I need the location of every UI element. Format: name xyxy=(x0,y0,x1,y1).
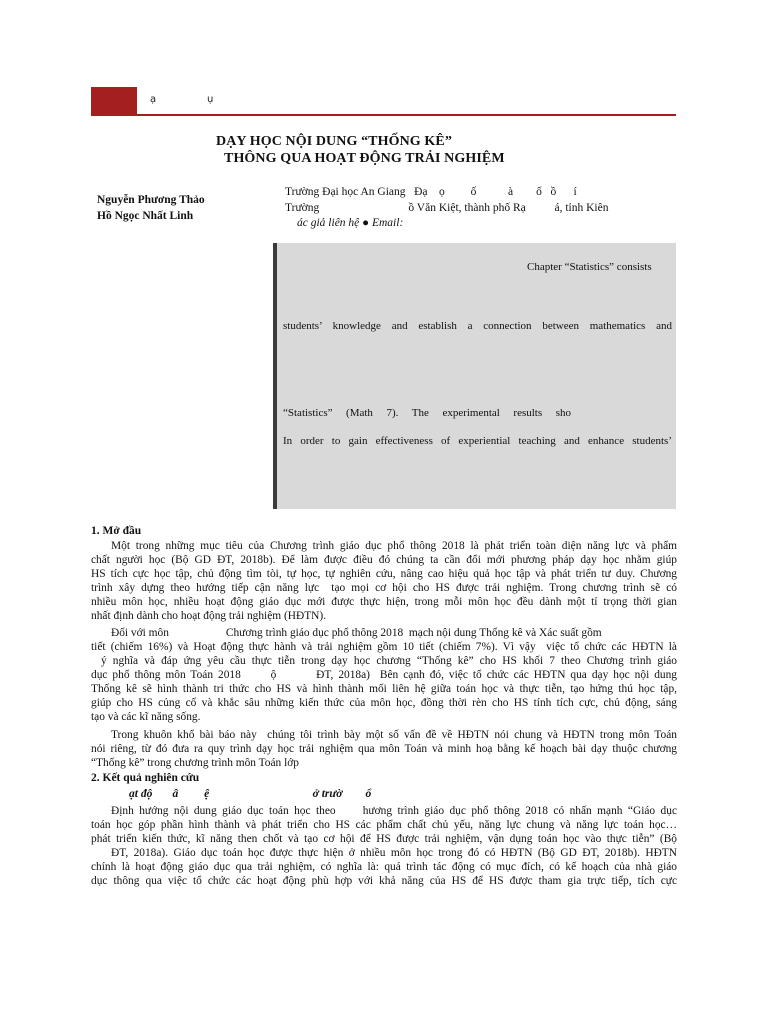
affiliation-line-2: Trường ồ Văn Kiệt, thành phố Rạ á, tỉnh Kiên xyxy=(285,202,609,214)
body-line: phát triển kiến thức, kĩ năng then chốt và tạo cơ hội để HS được trải nghiệm, vận dụng toán học vào thực tiễn” (Bộ xyxy=(91,833,677,845)
corresponding-author-note: ác giả liên hệ ● Email: xyxy=(297,217,404,229)
body-line: toán học góp phần hình thành và phát triển cho HS các phẩm chất chủ yếu, năng lực chung và năng lực toán học… xyxy=(91,819,677,831)
body-line: Định hướng nội dung giáo dục toán học theo hương trình giáo dục phổ thông 2018 có nhấn mạnh “Giáo dục xyxy=(111,805,677,817)
body-line: tiết (chiếm 16%) và Hoạt động thực hành và trải nghiệm gồm 10 tiết (chiếm 7%). Vì vậy việc tổ chức các HĐTN là xyxy=(91,641,677,653)
abstract-box xyxy=(273,243,676,509)
subsection-heading-2-1: ạt độ â ệ ở trườ ổ xyxy=(129,788,372,800)
body-line: “Thống kê” trong chương trình môn Toán lớp xyxy=(91,757,299,769)
body-line: Một trong những mục tiêu của Chương trình giáo dục phổ thông 2018 là phát triển toàn diện năng lực và phẩm xyxy=(111,540,677,552)
header-rule xyxy=(137,114,676,116)
author-1: Nguyễn Phương Thảo xyxy=(97,194,205,206)
body-line: trình xây dựng theo hướng tiếp cận năng lực tạo mọi cơ hội cho HS được trải nghiệm. Trong chương trình sẽ có xyxy=(91,582,677,594)
abstract-line-2: students’ knowledge and establish a connection between mathematics and xyxy=(283,320,672,332)
body-line: Thống kê sẽ hình thành tri thức cho HS và hình thành mối liên hệ giữa toán học và thực tiễn, tạo hứng thú học tập, xyxy=(91,683,677,695)
header-color-block xyxy=(91,87,137,116)
author-2: Hồ Ngọc Nhất Linh xyxy=(97,210,194,222)
paper-title-line-1: DẠY HỌC NỘI DUNG “THỐNG KÊ” xyxy=(216,134,452,149)
body-line: chính là hoạt động giáo dục qua trải nghiệm, có nghĩa là: quá trình tác động có mục đích, có kế hoạch của nhà giáo xyxy=(91,861,677,873)
body-line: dục phổ thông môn Toán 2018 ộ ĐT, 2018a) Bên cạnh đó, việc tổ chức các HĐTN qua dạy học nội dung xyxy=(91,669,677,681)
body-line: Trong khuôn khổ bài báo này chúng tôi trình bày một số vấn đề về HĐTN nói chung và HĐTN trong môn Toán xyxy=(111,729,677,741)
body-line: tạo và các kĩ năng sống. xyxy=(91,711,201,723)
abstract-line-1: Chapter “Statistics” consists xyxy=(527,261,652,273)
body-line: nói riêng, từ đó đưa ra quy trình dạy học trải nghiệm qua môn Toán và minh hoạ bằng kế hoạch bài dạy thuộc chương xyxy=(91,743,677,755)
abstract-line-3: “Statistics” (Math 7). The experimental results sho xyxy=(283,407,571,419)
body-line: chất người học (Bộ GD ĐT, 2018b). Để làm được điều đó chúng ta cần đổi mới phương pháp dạy học nhằm giúp xyxy=(91,554,677,566)
body-line: ĐT, 2018a). Giáo dục toán học được thực hiện ở nhiều môn học trong đó có HĐTN (Bộ GD ĐT, 2018b). HĐTN xyxy=(111,847,677,859)
paper-title-line-2: THÔNG QUA HOẠT ĐỘNG TRẢI NGHIỆM xyxy=(224,151,505,166)
body-line: nhất định dành cho hoạt động trải nghiệm (HĐTN). xyxy=(91,610,327,622)
abstract-line-4: In order to gain effectiveness of experiential teaching and enhance students’ xyxy=(283,435,672,447)
header-text-fragment-b: ụ xyxy=(207,94,214,105)
body-line: dục thông qua việc tổ chức các hoạt động phù hợp với khả năng của HS để HS được tham gia trực tiếp, tích cực xyxy=(91,875,677,887)
body-line: nhiều môn học, nhiều hoạt động giáo dục mới được thực hiện, trong mỗi môn học đều dành một tỉ trọng thời gian xyxy=(91,596,677,608)
body-line: giúp cho HS củng cố và khắc sâu những kiến thức của môn học, đồng thời rèn cho HS tính tích cực, chủ động, sáng xyxy=(91,697,677,709)
section-heading-1: 1. Mở đầu xyxy=(91,525,142,537)
body-line: Đối với môn Chương trình giáo dục phổ thông 2018 mạch nội dung Thống kê và Xác suất gồm xyxy=(111,627,602,639)
affiliation-line-1: Trường Đại học An Giang Đạ ọ ố à ố ồ í xyxy=(285,186,577,198)
section-heading-2: 2. Kết quả nghiên cứu xyxy=(91,772,200,784)
header-text-fragment-a: ạ xyxy=(150,94,157,105)
body-line: HS tích cực học tập, chủ động tìm tòi, tự học, tự nghiên cứu, nâng cao hiệu quả học tập và phát triển tư duy. Chương xyxy=(91,568,677,580)
body-line: ý nghĩa và đáp ứng yêu cầu thực tiễn trong dạy học chương “Thống kê” cho HS khối 7 theo Chương trình giáo xyxy=(101,655,677,667)
